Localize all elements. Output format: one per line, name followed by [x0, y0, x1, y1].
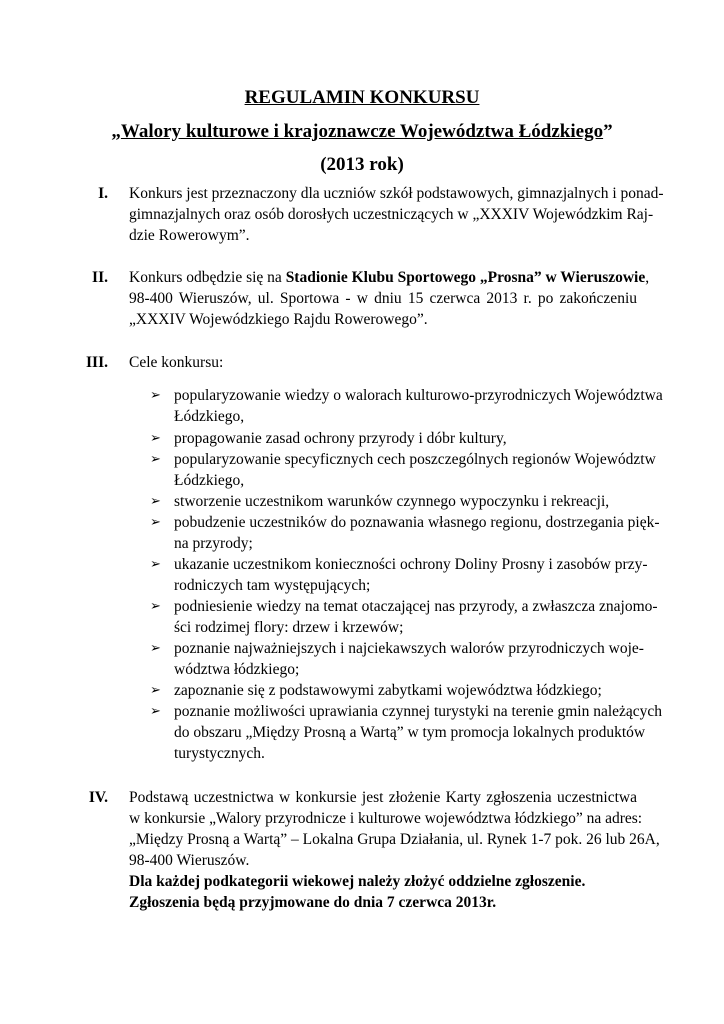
subtitle-open-quote: „ — [111, 121, 121, 142]
list-item-line: pobudzenie uczestników do poznawania własnego regionu, dostrzegania pięk- — [174, 514, 660, 531]
section-2-numeral: II. — [92, 269, 108, 286]
section-1-body — [129, 183, 664, 246]
section-4-numeral: IV. — [88, 789, 108, 806]
arrow-bullet-icon: ➢ — [150, 683, 161, 698]
arrow-bullet-icon: ➢ — [150, 641, 161, 656]
section-4-bold-note — [129, 892, 637, 913]
section-4-line: „Między Prosną a Wartą” – Lokalna Grupa Działania, ul. Rynek 1-7 pok. 26 lub 26A, — [129, 831, 660, 848]
arrow-bullet-icon: ➢ — [150, 599, 161, 614]
section-2-line: „XXXIV Wojewódzkiego Rajdu Rowerowego”. — [129, 311, 428, 328]
list-item-line: popularyzowanie specyficznych cech poszczególnych regionów Województw — [174, 451, 656, 468]
list-item-line: rodniczych tam występujących; — [174, 577, 371, 594]
arrow-bullet-icon: ➢ — [150, 557, 161, 572]
section-2-text: Konkurs odbędzie się na — [129, 269, 286, 286]
section-1-numeral: I. — [98, 185, 108, 202]
arrow-bullet-icon: ➢ — [150, 515, 161, 530]
list-item-line: wództwa łódzkiego; — [174, 661, 300, 678]
section-4-bold-note — [129, 871, 637, 892]
deadline-note: Zgłoszenia będą przyjmowane do dnia 7 czerwca 2013r. — [129, 894, 497, 911]
section-2-line: 98-400 Wieruszów, ul. Sportowa - w dniu 15 czerwca 2013 r. po zakończeniu — [129, 290, 637, 307]
section-4-line: w konkursie „Walory przyrodnicze i kulturowe województwa łódzkiego” na adres: — [129, 810, 643, 827]
section-3-body — [129, 352, 637, 373]
list-item-line: ukazanie uczestnikom konieczności ochrony Doliny Prosny i zasobów przy- — [174, 556, 648, 573]
venue-name: Stadionie Klubu Sportowego „Prosna” w Wieruszowie — [285, 269, 646, 286]
list-item-line: stworzenie uczestnikom warunków czynnego wypoczynku i rekreacji, — [174, 493, 610, 510]
section-4-line: Podstawą uczestnictwa w konkursie jest złożenie Karty zgłoszenia uczestnictwa — [129, 789, 637, 806]
subtitle-text: Walory kulturowe i krajoznawcze Województwa Łódzkiego — [120, 121, 604, 142]
section-2-body — [129, 267, 650, 330]
list-item-line: popularyzowanie wiedzy o walorach kulturowo-przyrodniczych Województwa — [174, 387, 663, 404]
section-1-line: gimnazjalnych oraz osób dorosłych uczestniczących w „XXXIV Wojewódzkim Raj- — [129, 206, 654, 223]
section-3-numeral: III. — [86, 354, 108, 371]
subtitle-close-quote: ” — [603, 121, 613, 142]
list-item-line: podniesienie wiedzy na temat otaczającej nas przyrody, a zwłaszcza znajomo- — [174, 598, 658, 615]
arrow-bullet-icon: ➢ — [150, 431, 161, 446]
section-1-line: dzie Rowerowym”. — [129, 227, 250, 244]
arrow-bullet-icon: ➢ — [150, 494, 161, 509]
list-item-line: propagowanie zasad ochrony przyrody i dóbr kultury, — [174, 430, 507, 447]
document-title: REGULAMIN KONKURSU — [244, 87, 480, 108]
list-item-line: do obszaru „Między Prosną a Wartą” w tym promocja lokalnych produktów — [174, 724, 646, 741]
list-item-line: Łódzkiego, — [174, 472, 245, 489]
section-3-heading: Cele konkursu: — [129, 354, 224, 371]
list-item-line: na przyrody; — [174, 535, 253, 552]
document-year: (2013 rok) — [320, 154, 404, 175]
list-item-line: poznanie możliwości uprawiania czynnej turystyki na terenie gmin należących — [174, 703, 663, 720]
arrow-bullet-icon: ➢ — [150, 704, 161, 719]
section-1-line: Konkurs jest przeznaczony dla uczniów szkół podstawowych, gimnazjalnych i ponad- — [129, 185, 664, 202]
section-4-body — [129, 787, 660, 913]
document-subtitle — [0, 120, 724, 144]
list-item-line: Łódzkiego, — [174, 408, 245, 425]
list-item-line: ści rodzimej flory: drzew i krzewów; — [174, 619, 404, 636]
section-2-comma: , — [645, 269, 650, 286]
list-item-line: zapoznanie się z podstawowymi zabytkami województwa łódzkiego; — [174, 682, 602, 699]
section-4-line: 98-400 Wieruszów. — [129, 852, 250, 869]
list-item-line: turystycznych. — [174, 745, 265, 762]
section-2-line — [129, 267, 650, 288]
arrow-bullet-icon: ➢ — [150, 452, 161, 467]
arrow-bullet-icon: ➢ — [150, 388, 161, 403]
separate-application-note: Dla każdej podkategorii wiekowej należy złożyć oddzielne zgłoszenie. — [129, 873, 586, 890]
list-item-line: poznanie najważniejszych i najciekawszych walorów przyrodniczych woje- — [174, 640, 644, 657]
